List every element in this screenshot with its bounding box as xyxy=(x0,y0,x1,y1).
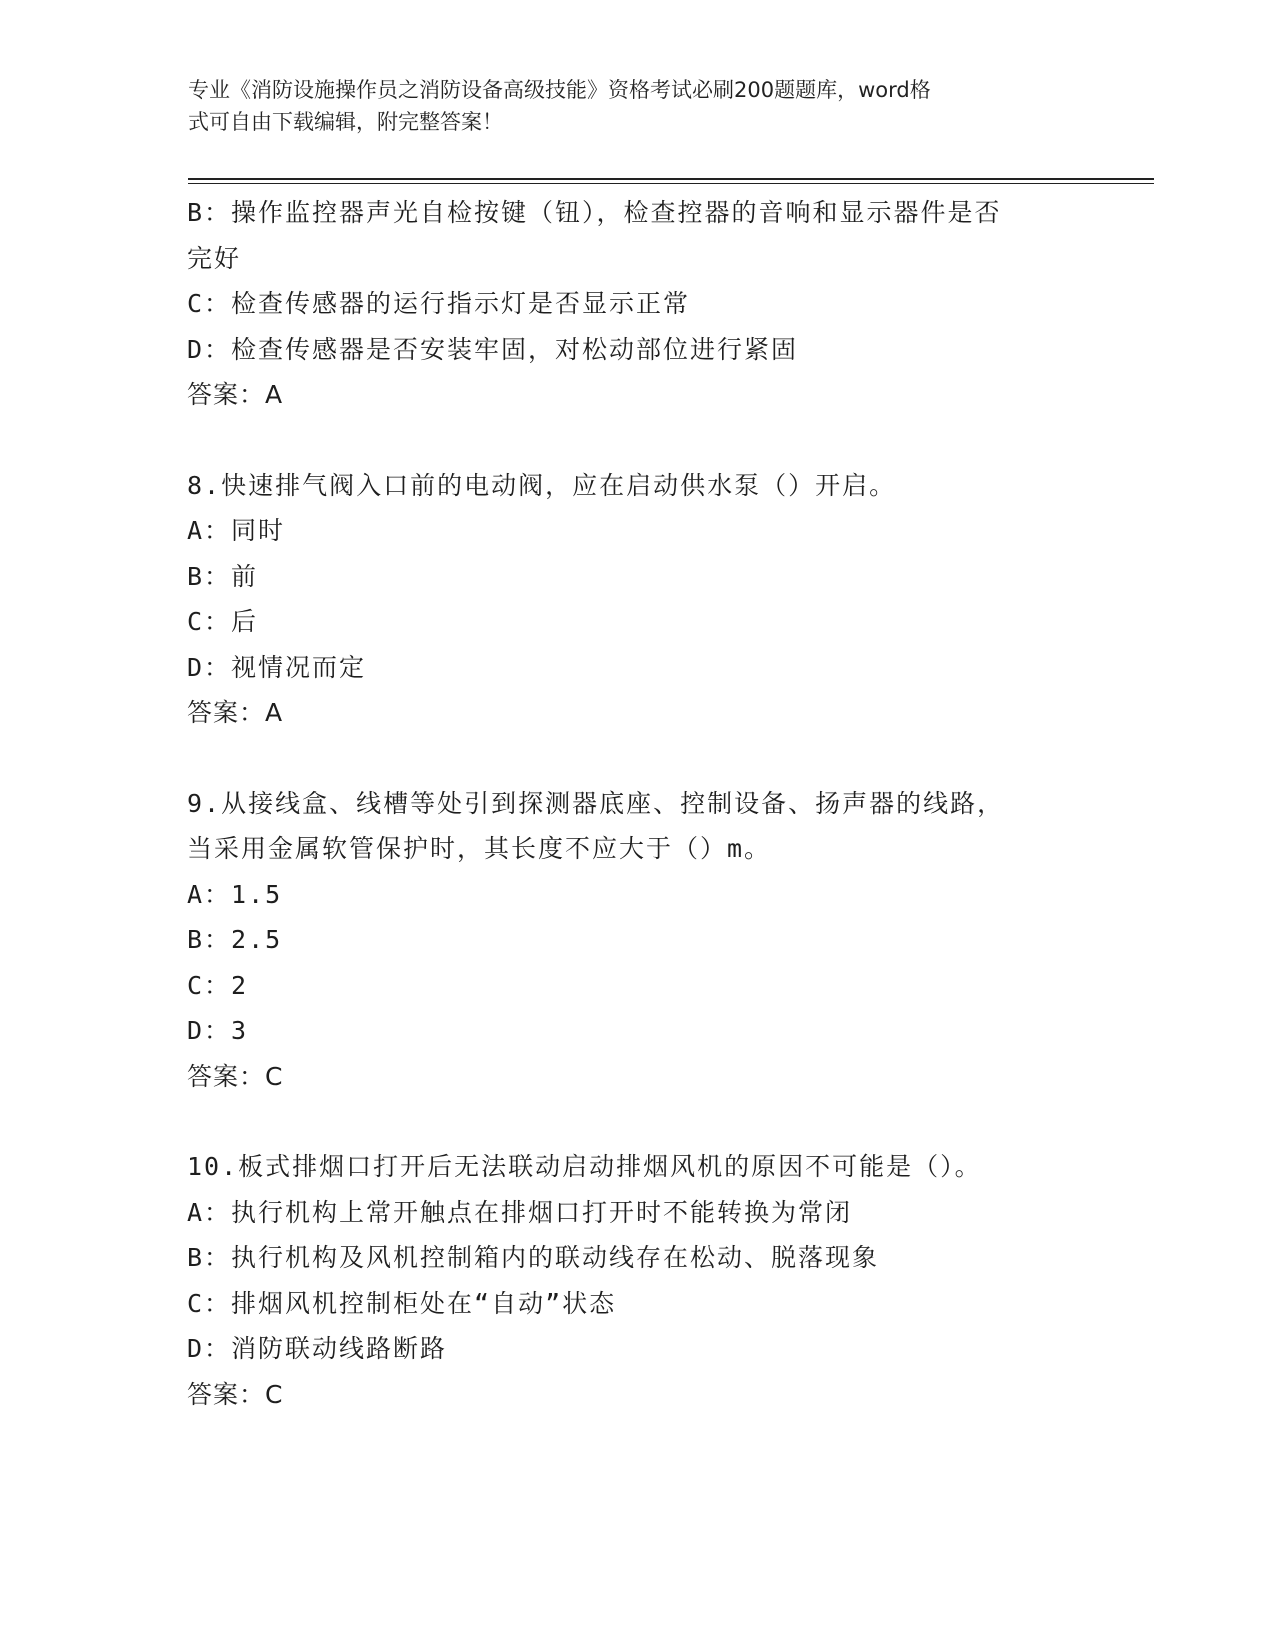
option-d: D：视情况而定 xyxy=(187,652,367,682)
header-title-line-1: 专业《消防设施操作员之消防设备高级技能》资格考试必刷200题题库，word格 xyxy=(188,78,931,102)
option-b: B：操作监控器声光自检按键（钮），检查控器的音响和显示器件是否 xyxy=(187,198,1002,227)
option-d: D：消防联动线路断路 xyxy=(187,1334,448,1363)
question-stem: 9.从接线盒、线槽等处引到探测器底座、控制设备、扬声器的线路， xyxy=(187,788,1005,818)
header-divider-thick xyxy=(188,178,1154,180)
answer: 答案：A xyxy=(187,698,284,727)
question-8 xyxy=(187,463,1087,736)
option-b: B：2.5 xyxy=(187,925,283,954)
answer: 答案：C xyxy=(187,1061,284,1091)
document-header xyxy=(188,74,1068,138)
option-c: C：后 xyxy=(187,607,259,636)
option-b: B：执行机构及风机控制箱内的联动线存在松动、脱落现象 xyxy=(187,1243,880,1272)
header-title-line-2: 式可自由下载编辑，附完整答案！ xyxy=(188,110,503,134)
option-a: A：同时 xyxy=(187,516,286,545)
option-b-continued: 完好 xyxy=(187,243,242,273)
option-d: D：3 xyxy=(187,1016,249,1045)
option-b: B：前 xyxy=(187,561,259,591)
question-7-continued xyxy=(187,190,1087,418)
option-c: C：2 xyxy=(187,970,249,1000)
option-d: D：检查传感器是否安装牢固，对松动部位进行紧固 xyxy=(187,334,799,364)
answer: 答案：A xyxy=(187,380,284,409)
question-9 xyxy=(187,781,1087,1100)
option-c: C：排烟风机控制柜处在“自动”状态 xyxy=(187,1288,617,1318)
option-c: C：检查传感器的运行指示灯是否显示正常 xyxy=(187,289,691,318)
header-divider-thin xyxy=(188,183,1154,184)
option-a: A：执行机构上常开触点在排烟口打开时不能转换为常闭 xyxy=(187,1197,853,1227)
option-a: A：1.5 xyxy=(187,879,283,909)
question-stem: 8.快速排气阀入口前的电动阀，应在启动供水泵（）开启。 xyxy=(187,470,897,500)
question-stem: 10.板式排烟口打开后无法联动启动排烟风机的原因不可能是（）。 xyxy=(187,1152,982,1181)
question-stem-continued: 当采用金属软管保护时，其长度不应大于（）m。 xyxy=(187,834,772,863)
question-10 xyxy=(187,1144,1087,1417)
question-list xyxy=(187,190,1087,1417)
answer: 答案：C xyxy=(187,1379,284,1409)
